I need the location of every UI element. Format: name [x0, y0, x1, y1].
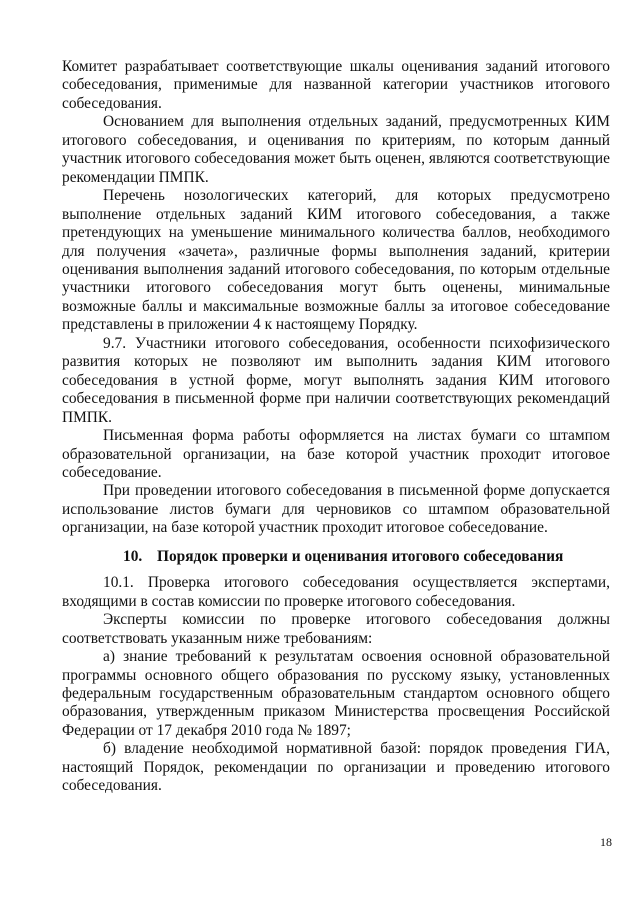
paragraph-9: а) знание требований к результатам освоения основной образовательной программы основного общего образования по русскому языку, установленных федеральным государственным образовательным стандартом основного общего образования, утвержденным приказом Министерства просвещения Российской Федерации от 17 декабря 2010 года № 1897; [62, 648, 610, 739]
paragraph-8: Эксперты комиссии по проверке итогового собеседования должны соответствовать указанным ниже требованиям: [62, 611, 610, 647]
paragraph-10: б) владение необходимой нормативной базой: порядок проведения ГИА, настоящий Порядок, рекомендации по организации и проведению итогового собеседования. [62, 740, 610, 795]
section-heading [62, 548, 610, 566]
page-body [62, 58, 610, 796]
paragraph-4: 9.7. Участники итогового собеседования, особенности психофизического развития которых не позволяют им выполнить задания КИМ итогового собеседования в устной форме, могут выполнять задания КИМ итогового собеседования в письменной форме при наличии соответствующих рекомендаций ПМПК. [62, 334, 610, 426]
page-number: 18 [600, 835, 612, 849]
paragraph-3: Перечень нозологических категорий, для которых предусмотрено выполнение отдельных заданий КИМ итогового собеседования, а также претендующих на уменьшение минимального количества баллов, необходимого для получения «зачета», различные формы выполнения заданий, критерии оценивания выполнения заданий итогового собеседования, по которым отдельные участники итогового собеседования могут быть оценены, минимальные возможные баллы и максимальные возможные баллы за итоговое собеседование представлены в приложении 4 к настоящему Порядку. [62, 187, 610, 334]
paragraph-1: Комитет разрабатывает соответствующие шкалы оценивания заданий итогового собеседования, применимые для названной категории участников итогового собеседования. [62, 58, 610, 112]
section-title: Порядок проверки и оценивания итогового собеседования [157, 547, 564, 565]
section-number: 10. [123, 547, 143, 565]
paragraph-7: 10.1. Проверка итогового собеседования осуществляется экспертами, входящими в состав комиссии по проверке итогового собеседования. [62, 574, 610, 610]
paragraph-2: Основанием для выполнения отдельных заданий, предусмотренных КИМ итогового собеседования, и оценивания по критериям, по которым данный участник итогового собеседования может быть оценен, являются соответствующие рекомендации ПМПК. [62, 113, 610, 186]
paragraph-5: Письменная форма работы оформляется на листах бумаги со штампом образовательной организации, на базе которой участник проходит итоговое собеседование. [62, 427, 610, 481]
paragraph-6: При проведении итогового собеседования в письменной форме допускается использование листов бумаги для черновиков со штампом образовательной организации, на базе которой участник проходит итоговое собеседование. [62, 482, 610, 537]
